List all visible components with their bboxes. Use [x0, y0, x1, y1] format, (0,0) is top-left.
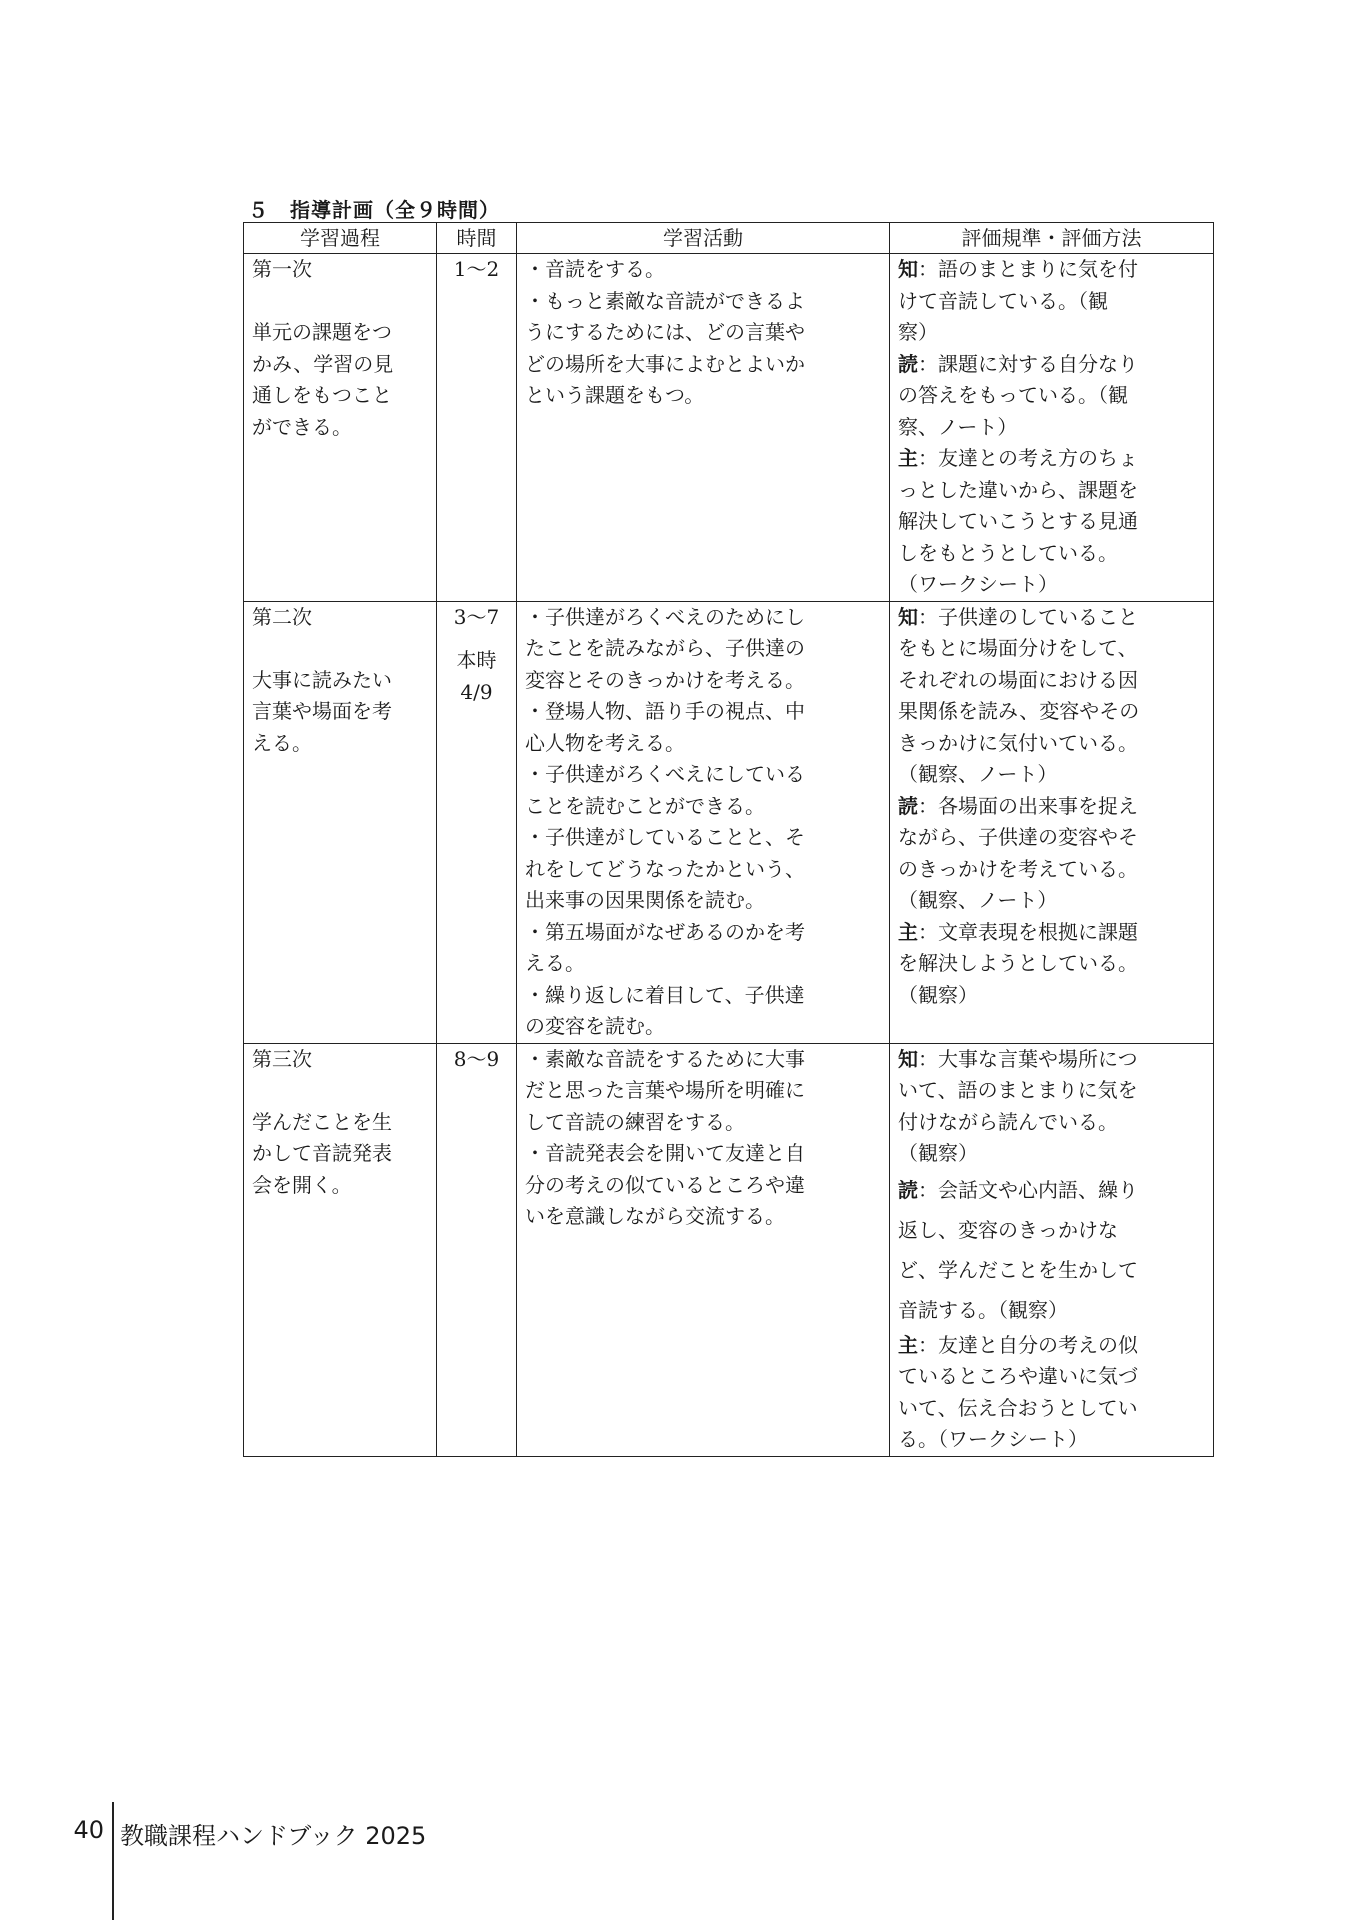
activity-cell — [517, 254, 890, 602]
time-cell — [437, 254, 517, 602]
activity-cell — [517, 601, 890, 1043]
eval-line: 音読する。（観察） — [898, 1297, 1068, 1322]
activity-line: ・音読発表会を開いて友達と自 — [525, 1141, 805, 1165]
table-row — [244, 601, 1214, 1043]
activity-line: という課題をもつ。 — [525, 383, 705, 407]
goal-line: 言葉や場面を考 — [252, 699, 392, 723]
eval-text: ：文章表現を根拠に課題 — [918, 919, 1138, 944]
activity-line: 心人物を考える。 — [525, 730, 685, 755]
activity-line: たことを読みながら、子供達の — [525, 636, 805, 660]
current-lesson-number: 4/9 — [460, 679, 493, 704]
eval-line: （観察） — [898, 982, 978, 1007]
eval-line: きっかけに気付いている。 — [898, 730, 1138, 755]
evaluation-item — [898, 602, 1205, 791]
activity-line: うにするためには、どの言葉や — [525, 320, 805, 344]
eval-line: る。（ワークシート） — [898, 1427, 1088, 1451]
activity-line: 変容とそのきっかけを考える。 — [525, 667, 805, 692]
eval-line: 解決していこうとする見通 — [898, 509, 1138, 533]
footer-divider — [112, 1802, 114, 1920]
eval-text: ：友達との考え方のちょ — [918, 446, 1138, 470]
eval-line: いて、語のまとまりに気を — [898, 1078, 1138, 1102]
eval-text: ：会話文や心内語、繰り — [918, 1177, 1138, 1202]
lesson-plan-table — [243, 222, 1214, 1457]
eval-line — [898, 443, 1205, 475]
eval-line: をもとに場面分けをして、 — [898, 636, 1138, 660]
table-row — [244, 254, 1214, 602]
eval-key: 主 — [898, 446, 918, 470]
activity-line: いを意識しながら交流する。 — [525, 1204, 785, 1228]
header-time: 時間 — [437, 223, 517, 254]
eval-line: ながら、子供達の変容やそ — [898, 825, 1138, 849]
process-cell — [244, 601, 437, 1043]
eval-text: ：友達と自分の考えの似 — [918, 1332, 1138, 1357]
current-lesson-label: 本時 — [456, 648, 497, 672]
eval-line — [898, 349, 1205, 381]
eval-line: 返し、変容のきっかけな — [898, 1217, 1118, 1242]
activity-line: ・子供達がろくべえにしている — [525, 762, 805, 786]
eval-key: 読 — [898, 351, 918, 376]
section-title: ５ 指導計画（全９時間） — [248, 198, 500, 222]
activity-line: だと思った言葉や場所を明確に — [525, 1078, 805, 1102]
eval-text: ：語のまとまりに気を付 — [918, 257, 1138, 281]
eval-line: っとした違いから、課題を — [898, 477, 1138, 502]
time-cell — [437, 601, 517, 1043]
eval-key: 主 — [898, 919, 918, 944]
eval-text: ：大事な言葉や場所につ — [918, 1046, 1138, 1071]
eval-line: 付けながら読んでいる。 — [898, 1109, 1118, 1134]
header-process: 学習過程 — [244, 223, 437, 254]
activity-line: ・繰り返しに着目して、子供達 — [525, 982, 805, 1007]
time-range: 8〜9 — [453, 1046, 500, 1071]
stage-goal — [252, 317, 428, 443]
goal-line: 通しをもつこと — [252, 383, 392, 407]
eval-text: ：各場面の出来事を捉え — [918, 793, 1138, 818]
stage-label: 第三次 — [252, 1046, 312, 1071]
table-row — [244, 1043, 1214, 1456]
eval-line — [898, 1330, 1205, 1362]
eval-key: 知 — [898, 257, 918, 281]
evaluation-cell — [890, 254, 1214, 602]
eval-line: いて、伝え合おうとしてい — [898, 1395, 1138, 1420]
eval-line — [898, 1170, 1205, 1210]
evaluation-item — [898, 791, 1205, 917]
eval-line: （観察、ノート） — [898, 888, 1058, 912]
stage-label: 第二次 — [252, 604, 312, 629]
activity-line: どの場所を大事によむとよいか — [525, 351, 805, 376]
goal-line: 単元の課題をつ — [252, 320, 392, 344]
eval-key: 知 — [898, 604, 918, 629]
activity-line: える。 — [525, 951, 585, 975]
eval-text: ：子供達のしていること — [918, 604, 1138, 629]
evaluation-cell — [890, 1043, 1214, 1456]
evaluation-item — [898, 349, 1205, 444]
time-cell — [437, 1043, 517, 1456]
eval-line: 果関係を読み、変容やその — [898, 699, 1140, 723]
eval-key: 知 — [898, 1046, 918, 1071]
table-header-row — [244, 223, 1214, 254]
eval-line: 察） — [898, 320, 938, 344]
goal-line: かして音読発表 — [252, 1141, 392, 1165]
eval-line: （観察） — [898, 1141, 978, 1165]
evaluation-item — [898, 1044, 1205, 1170]
eval-line: けて音読している。（観 — [898, 288, 1108, 313]
activity-line: ・もっと素敵な音読ができるよ — [525, 288, 805, 313]
time-range: 1〜2 — [453, 257, 500, 281]
evaluation-item — [898, 917, 1205, 1012]
eval-key: 読 — [898, 1177, 918, 1202]
time-range: 3〜7 — [453, 604, 500, 629]
stage-goal — [252, 1107, 428, 1202]
stage-goal — [252, 665, 428, 760]
activity-line: ことを読むことができる。 — [525, 793, 765, 818]
eval-line — [898, 791, 1205, 823]
activity-line: ・子供達がろくべえのためにし — [525, 604, 805, 629]
eval-line: を解決しようとしている。 — [898, 951, 1138, 975]
eval-line: ど、学んだことを生かして — [898, 1257, 1138, 1282]
header-evaluation: 評価規準・評価方法 — [890, 223, 1214, 254]
header-activity: 学習活動 — [517, 223, 890, 254]
book-title: 教職課程ハンドブック 2025 — [120, 1822, 427, 1850]
activity-cell — [517, 1043, 890, 1456]
eval-line — [898, 917, 1205, 949]
activity-line: の変容を読む。 — [525, 1014, 665, 1038]
evaluation-item — [898, 443, 1205, 601]
eval-line: の答えをもっている。（観 — [898, 383, 1128, 407]
goal-line: 大事に読みたい — [252, 667, 392, 692]
goal-line: 会を開く。 — [252, 1172, 352, 1197]
evaluation-item — [898, 1330, 1205, 1456]
eval-line — [898, 254, 1205, 286]
goal-line: 学んだことを生 — [252, 1109, 392, 1134]
goal-line: かみ、学習の見 — [252, 351, 394, 376]
activity-line: して音読の練習をする。 — [525, 1109, 745, 1134]
process-cell — [244, 1043, 437, 1456]
goal-line: ができる。 — [252, 414, 352, 439]
eval-line: ているところや違いに気づ — [898, 1364, 1138, 1388]
eval-line: しをもとうとしている。 — [898, 540, 1118, 565]
eval-line: それぞれの場面における因 — [898, 667, 1138, 692]
eval-line — [898, 1044, 1205, 1076]
evaluation-item — [898, 254, 1205, 349]
evaluation-cell — [890, 601, 1214, 1043]
eval-text: ：課題に対する自分なり — [918, 351, 1138, 376]
activity-line: ・登場人物、語り手の視点、中 — [525, 699, 805, 723]
activity-line: ・第五場面がなぜあるのかを考 — [525, 919, 805, 944]
eval-line: 察、ノート） — [898, 414, 1018, 439]
stage-label: 第一次 — [252, 257, 312, 281]
eval-key: 主 — [898, 1332, 918, 1357]
eval-line — [898, 602, 1205, 634]
activity-line: ・音読をする。 — [525, 257, 665, 281]
evaluation-item — [898, 1170, 1205, 1330]
process-cell — [244, 254, 437, 602]
activity-line: 出来事の因果関係を読む。 — [525, 888, 765, 912]
activity-line: ・子供達がしていることと、そ — [525, 825, 805, 849]
eval-line: のきっかけを考えている。 — [898, 856, 1138, 881]
activity-line: れをしてどうなったかという、 — [525, 856, 805, 881]
activity-line: ・素敵な音読をするために大事 — [525, 1046, 805, 1071]
page-number: 40 — [73, 1816, 104, 1844]
eval-line: （観察、ノート） — [898, 762, 1058, 786]
page-footer — [60, 1800, 660, 1920]
activity-line: 分の考えの似ているところや違 — [525, 1172, 805, 1197]
eval-line: （ワークシート） — [898, 572, 1058, 596]
eval-key: 読 — [898, 793, 918, 818]
goal-line: える。 — [252, 730, 312, 755]
